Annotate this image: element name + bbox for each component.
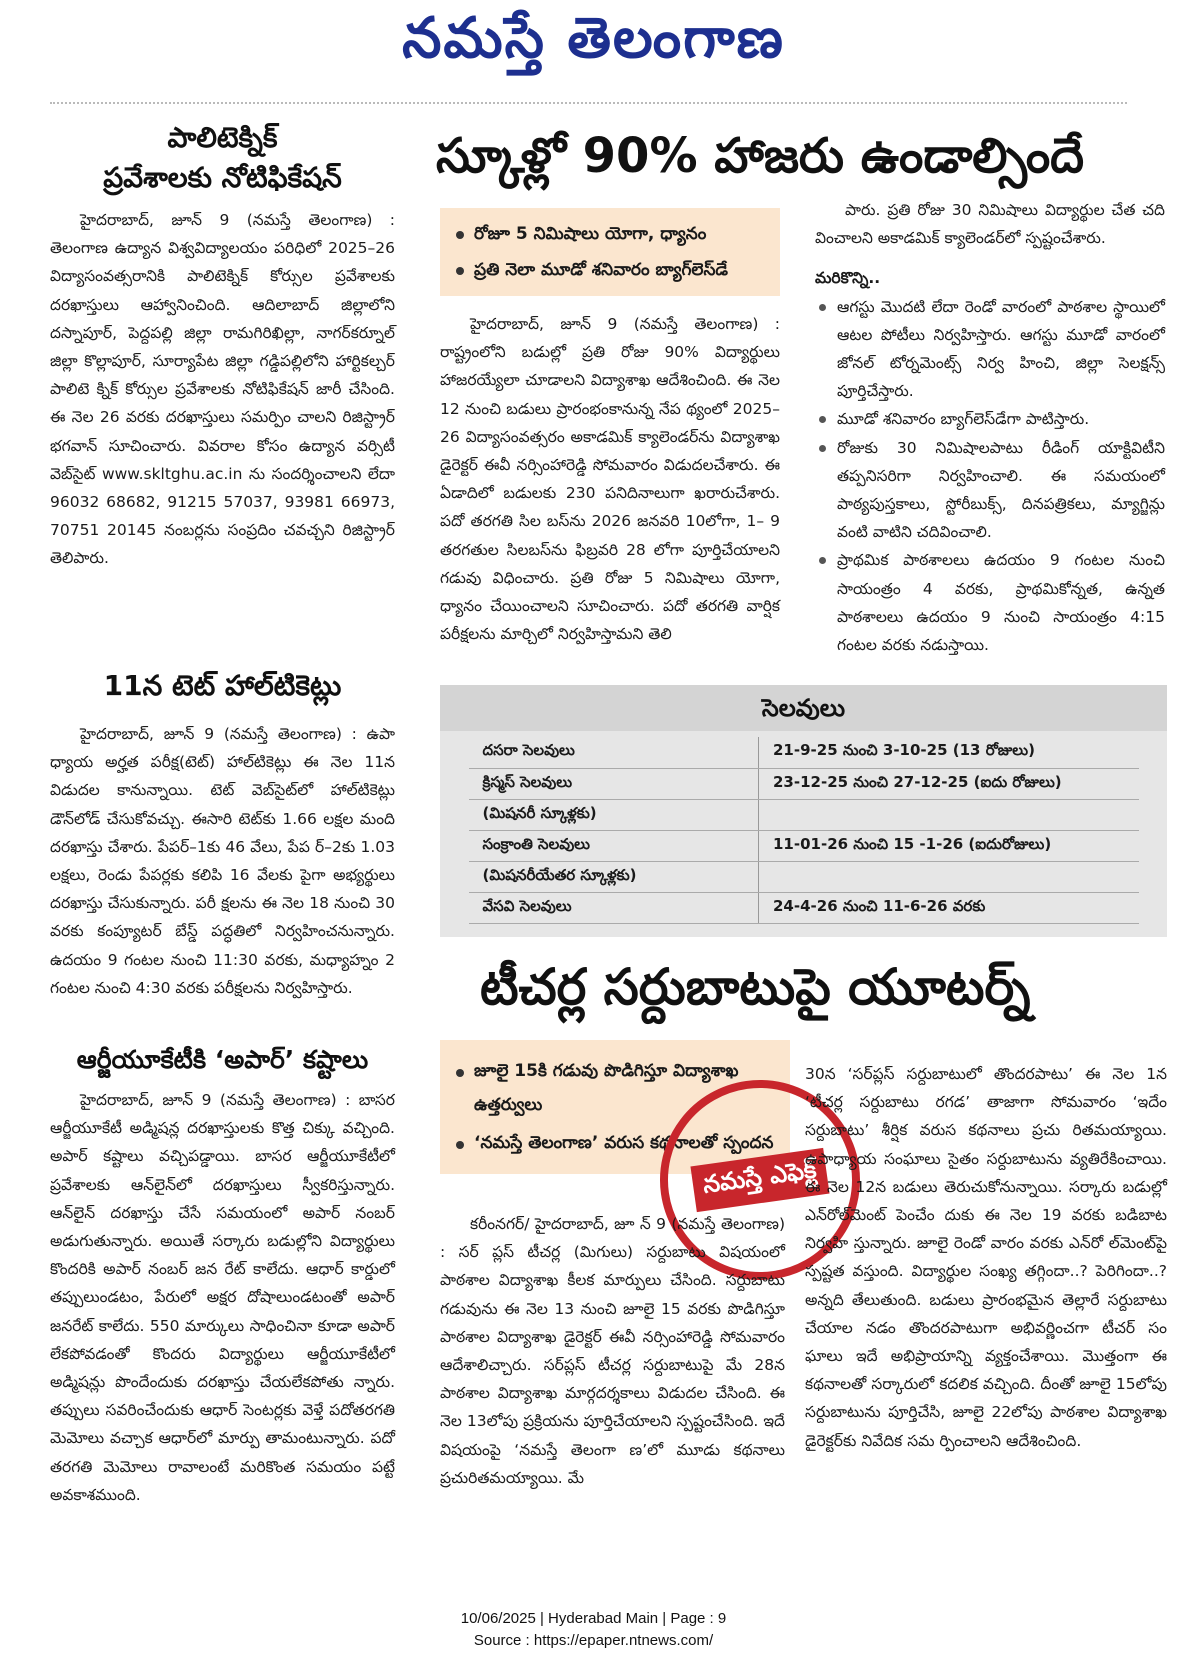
- attendance-body: హైదరాబాద్, జూన్ 9 (నమస్తే తెలంగాణ) : రాష్ట్రంలోని బడుల్లో ప్రతి రోజు 90% విద్యార్థులు హాజరయ్యేలా చూడాలని విద్యాశాఖ ఆదేశించింది. ఈ నెల 12 నుంచి బడులు ప్రారంభంకానున్న నేప థ్యంలో 2025–26 విద్యాసంవత్సరం అకాడమిక్ క్యాలెండర్‌ను విద్యాశాఖ డైరెక్టర్ ఈవీ నర్సింహారెడ్డి సోమవారం విడుదలచేశారు. ఈ ఏడాదిలో బడులకు 230 పనిదినాలుగా ఖరారుచేశారు. పదో తరగతి సిల బస్‌ను 2026 జనవరి 10లోగా, 1– 9 తరగతుల సిలబస్‌ను ఫిబ్రవరి 28 లోగా పూర్తిచేయాలని గడువు విధించారు. ప్రతి రోజు 5 నిమిషాలు యోగా, ధ్యానం చేయించాలని సూచించారు. పదో తరగతి వార్షిక పరీక్షలను మార్చిలో నిర్వహిస్తామని తెలి: [440, 315, 780, 644]
- table-row: వేసవి సెలవులు 24-4-26 నుంచి 11-6-26 వరకు: [469, 892, 1139, 923]
- holidays-title: సెలవులు: [440, 685, 1167, 731]
- rgukt-body: హైదరాబాద్, జూన్ 9 (నమస్తే తెలంగాణ) : బాసర ఆర్జీయూకేటీ అడ్మిషన్ల దరఖాస్తులకు కొత్త చిక్కు వచ్చింది. అపార్ కష్టాలు వచ్చిపడ్డాయి. బాసర ఆర్జీయూకేటీలో ప్రవేశాలకు ఆన్‌లైన్‌లో దరఖాస్తులు స్వీకరిస్తున్నారు. ఆన్‌లైన్ దరఖాస్తు చేసే సమయంలో అపార్ నంబర్ అడుగుతున్నారు. అయితే సర్కారు బడుల్లోని విద్యార్థులు కొందరికి అపార్ నంబర్ జన రేట్‌ కాలేదు. ఆధార్ కార్డులో తప్పులుండటం, పేరులో అక్షర దోషాలుండటంతో అపార్ జనరేట్ కాలేదు. 550 మార్కులు సాధించినా కూడా అపార్ లేకపోవడంతో కొందరు విద్యార్థులు ఆర్జీయూకేటీలో అడ్మిషన్లు పొందేందుకు దరఖాస్తు చేయలేకపోతు న్నారు. తప్పులు సవరించేందుకు ఆధార్ సెంటర్లకు వెళ్తే పదోతరగతి మెమోలు వచ్చాక ఆధార్‌లో మార్పు తామంటున్నారు. పదో తరగతి మెమోలు రావాలంటే మరికొంత సమయం పట్టే అవకాశముంది.: [50, 1091, 395, 1504]
- highlight-item: జూలై 15కి గడువు పొడిగిస్తూ విద్యాశాఖ ఉత్తర్వులు: [454, 1054, 776, 1122]
- attendance-highlights: [440, 208, 780, 296]
- attendance-headline: స్కూళ్లో 90% హాజరు ఉండాల్సిందే: [436, 128, 1085, 184]
- namaste-effect-stamp: నమస్తే ఎఫెక్ట్: [647, 1067, 873, 1293]
- attendance-right-column: [815, 196, 1165, 659]
- bullet-item: ఆగస్టు మొదటి లేదా రెండో వారంలో పాఠశాల స్థాయిలో ఆటల పోటీలు నిర్వహిస్తారు. ఆగస్టు మూడో వారంలో జోనల్ టోర్నమెంట్స్ నిర్వ హించి, జిల్లా సెలక్షన్స్ పూర్తిచేస్తారు.: [815, 293, 1165, 406]
- article-polytechnic: [50, 118, 395, 573]
- tet-body: హైదరాబాద్, జూన్ 9 (నమస్తే తెలంగాణ) : ఉపా ధ్యాయ అర్హత పరీక్ష(టెట్) హాల్‌టికెట్లు ఈ నెల 11న విడుదల కానున్నాయి. టెట్ వెబ్‌సైట్‌లో హాల్‌టికెట్లు డౌన్‌లోడ్‌ చేసుకోవచ్చు. ఈసారి టెట్‌కు 1.66 లక్షల మంది దరఖాస్తు చేశారు. పేపర్–1కు 46 వేలు, పేప ర్–2కు 1.03 లక్షలు, రెండు పేపర్లకు కలిపి 16 వేలకు పైగా అభ్యర్థులు దరఖాస్తు చేసుకున్నారు. పరీ క్షలను ఈ నెల 18 నుంచి 30 వరకు కంప్యూటర్ బేస్డ్ పద్ధతిలో నిర్వహించనున్నారు. ఉదయం 9 గంటల నుంచి 11:30 వరకు, మధ్యాహ్నం 2 గంటల నుంచి 4:30 వరకు పరీక్షలను నిర్వహిస్తారు.: [50, 725, 395, 997]
- teachers-headline: టీచర్ల సర్దుబాటుపై యూటర్న్: [480, 958, 1031, 1016]
- bullet-item: రోజుకు 30 నిమిషాలపాటు రీడింగ్ యాక్టివిటీని తప్పనిసరిగా నిర్వహించాలి. ఈ సమయంలో పాఠ్యపుస్తకాలు, స్టోరీబుక్స్, దినపత్రికలు, మ్యాగ్జిన్లు వంటి వాటిని చదివించాలి.: [815, 434, 1165, 547]
- bullet-item: మూడో శనివారం బ్యాగ్‌లెస్‌డేగా పాటిస్తారు.: [815, 405, 1165, 433]
- holidays-table: [469, 737, 1139, 924]
- table-row: సంక్రాంతి సెలవులు 11-01-26 నుంచి 15 -1-26 (ఐదురోజులు): [469, 830, 1139, 861]
- attendance-bullets: [815, 293, 1165, 660]
- teachers-right-column: 30న ‘సర్‌ప్లస్ సర్దుబాటులో తొందరపాటు’ ఈ నెల 1న ‘టీచర్ల సర్దుబాటు రగడ’ తాజాగా సోమవారం ‘ఇదేం సర్దుబాటు’ శీర్షిక వరుస కథనాలు ప్రచు రితమయ్యాయి. ఉపాధ్యాయ సంఘాలు సైతం సర్దుబాటును వ్యతిరేకించాయి. ఈ నెల 12న బడులు తెరుచుకోనున్నాయి. సర్కారు బడుల్లో ఎన్‌రోల్‌మెంట్ పెంచేం దుకు ఈ నెల 19 వరకు బడిబాట నిర్వహి స్తున్నారు. జూలై రెండో వారం వరకు ఎన్‌రో ల్‌మెంట్‌పై స్పష్టత వస్తుంది. విద్యార్థుల సంఖ్య తగ్గిందా..? పెరిగిందా..? అన్నది తేలుతుంది. బడులు ప్రారంభమైన తెల్లారే సర్దుబాటు చేయాల నడం తొందరపాటుగా అభివర్ణించగా టీచర్ సం ఘాలు ఇదే అభిప్రాయాన్ని వ్యక్తంచేశాయి. మొత్తంగా ఈ కథనాలతో సర్కారులో కదలిక వచ్చింది. దీంతో జూలై 15లోపు సర్దుబాటును పూర్తిచేసి, జూలై 22లోపు పాఠశాల విద్యాశాఖ డైరెక్టర్‌కు నివేదిక సమ ర్పించాలని ఆదేశించింది.: [805, 1065, 1167, 1450]
- table-row: దసరా సెలవులు 21-9-25 నుంచి 3-10-25 (13 రోజులు): [469, 737, 1139, 768]
- article-rgukt: [50, 1040, 395, 1509]
- tet-headline: 11న టెట్ హాల్‌టికెట్లు: [103, 669, 342, 702]
- footer-date-edition: 10/06/2025 | Hyderabad Main | Page : 9: [460, 1610, 727, 1627]
- rgukt-headline: ఆర్జీయూకేటీకి ‘అపార్’ కష్టాలు: [76, 1045, 369, 1074]
- highlight-item: రోజూ 5 నిమిషాలు యోగా, ధ్యానం: [454, 216, 766, 252]
- table-row: (మిషనరీయేతర స్కూళ్లకు): [469, 861, 1139, 892]
- attendance-continued: పారు. ప్రతి రోజు 30 నిమిషాలు విద్యార్థుల చేత చది వించాలని అకాడమిక్ క్యాలెండర్‌లో స్పష్టంచేశారు.: [815, 201, 1165, 248]
- cut-off-text-line: [50, 92, 1127, 104]
- footer-source: Source : https://epaper.ntnews.com/: [473, 1632, 714, 1649]
- holidays-table-box: [440, 685, 1167, 937]
- polytechnic-headline-line1: పాలిటెక్నిక్: [167, 121, 278, 154]
- highlight-item: ప్రతి నెలా మూడో శనివారం బ్యాగ్‌లెస్‌డే: [454, 252, 766, 288]
- teachers-body: కరీంనగర్/ హైదరాబాద్, జూ న్ 9 (నమస్తే తెలంగాణ) : సర్ ప్లస్ టీచర్ల (మిగులు) సర్దుబాటు విషయంలో పాఠశాల విద్యాశాఖ కీలక మార్పులు చేసింది. సర్దుబాటు గడువును ఈ నెల 13 నుంచి జూలై 15 వరకు పొడిగిస్తూ పాఠశాల విద్యాశాఖ డైరెక్టర్ ఈవీ నర్సింహారెడ్డి సోమవారం ఆదేశాలిచ్చారు. సర్‌ప్లస్ టీచర్ల సర్దుబాటుపై మే 28న పాఠశాల విద్యాశాఖ మార్గదర్శకాలు విడుదల చేసింది. ఈ నెల 13లోపు ప్రక్రియను పూర్తిచేయాలని స్పష్టంచేసింది. ఇదే విషయంపై ‘నమస్తే తెలంగా ణ’లో మూడు కథనాలు ప్రచురితమయ్యాయి. మే: [440, 1215, 785, 1487]
- polytechnic-body: హైదరాబాద్, జూన్ 9 (నమస్తే తెలంగాణ) : తెలంగాణ ఉద్యాన విశ్వవిద్యాలయం పరిధిలో 2025–26 విద్యాసంవత్సరానికి పాలిటెక్నిక్ కోర్సుల ప్రవేశాలకు దరఖాస్తులు ఆహ్వానించింది. ఆదిలాబాద్ జిల్లాలోని దస్నాపూర్, పెద్దపల్లి జిల్లా రామగిరిఖిల్లా, నాగర్‌కర్నూల్ జిల్లా కొల్లాపూర్, సూర్యాపేట జిల్లా గడ్డిపల్లిలోని హార్టికల్చర్ పాలిటె క్నిక్ కోర్సుల ప్రవేశాలకు నోటిఫికేషన్ జారీ చేసింది. ఈ నెల 26 వరకు దరఖాస్తులు సమర్పిం చాలని రిజిస్ట్రార్ భగవాన్ సూచించారు. వివరాల కోసం ఉద్యాన వర్సిటీ వెబ్‌సైట్ www.skltghu.ac.in ను సందర్శించాలని లేదా 96032 68682, 91215 57037, 93981 66973, 70751 20145 నంబర్లను సంప్రదిం చవచ్చని రిజిస్ట్రార్ తెలిపారు.: [50, 211, 395, 568]
- table-row: (మిషనరీ స్కూళ్లకు): [469, 799, 1139, 830]
- highlight-item: ‘నమస్తే తెలంగాణ’ వరుస కథనాలతో స్పందన: [454, 1126, 776, 1160]
- article-tet: [50, 666, 395, 1002]
- masthead-logo: నమస్తే తెలంగాణ: [402, 6, 785, 71]
- polytechnic-headline-line2: ప్రవేశాలకు నోటిఫికేషన్: [103, 161, 342, 194]
- more-label: మరికొన్ని..: [815, 269, 881, 288]
- bullet-item: ప్రాథమిక పాఠశాలలు ఉదయం 9 గంటల నుంచి సాయంత్రం 4 వరకు, ప్రాథమికోన్నత, ఉన్నత పాఠశాలలు ఉదయం 9 నుంచి సాయంత్రం 4:15 గంటల వరకు నడుస్తాయి.: [815, 546, 1165, 659]
- table-row: క్రిస్మస్ సెలవులు 23-12-25 నుంచి 27-12-25 (ఐదు రోజులు): [469, 768, 1139, 799]
